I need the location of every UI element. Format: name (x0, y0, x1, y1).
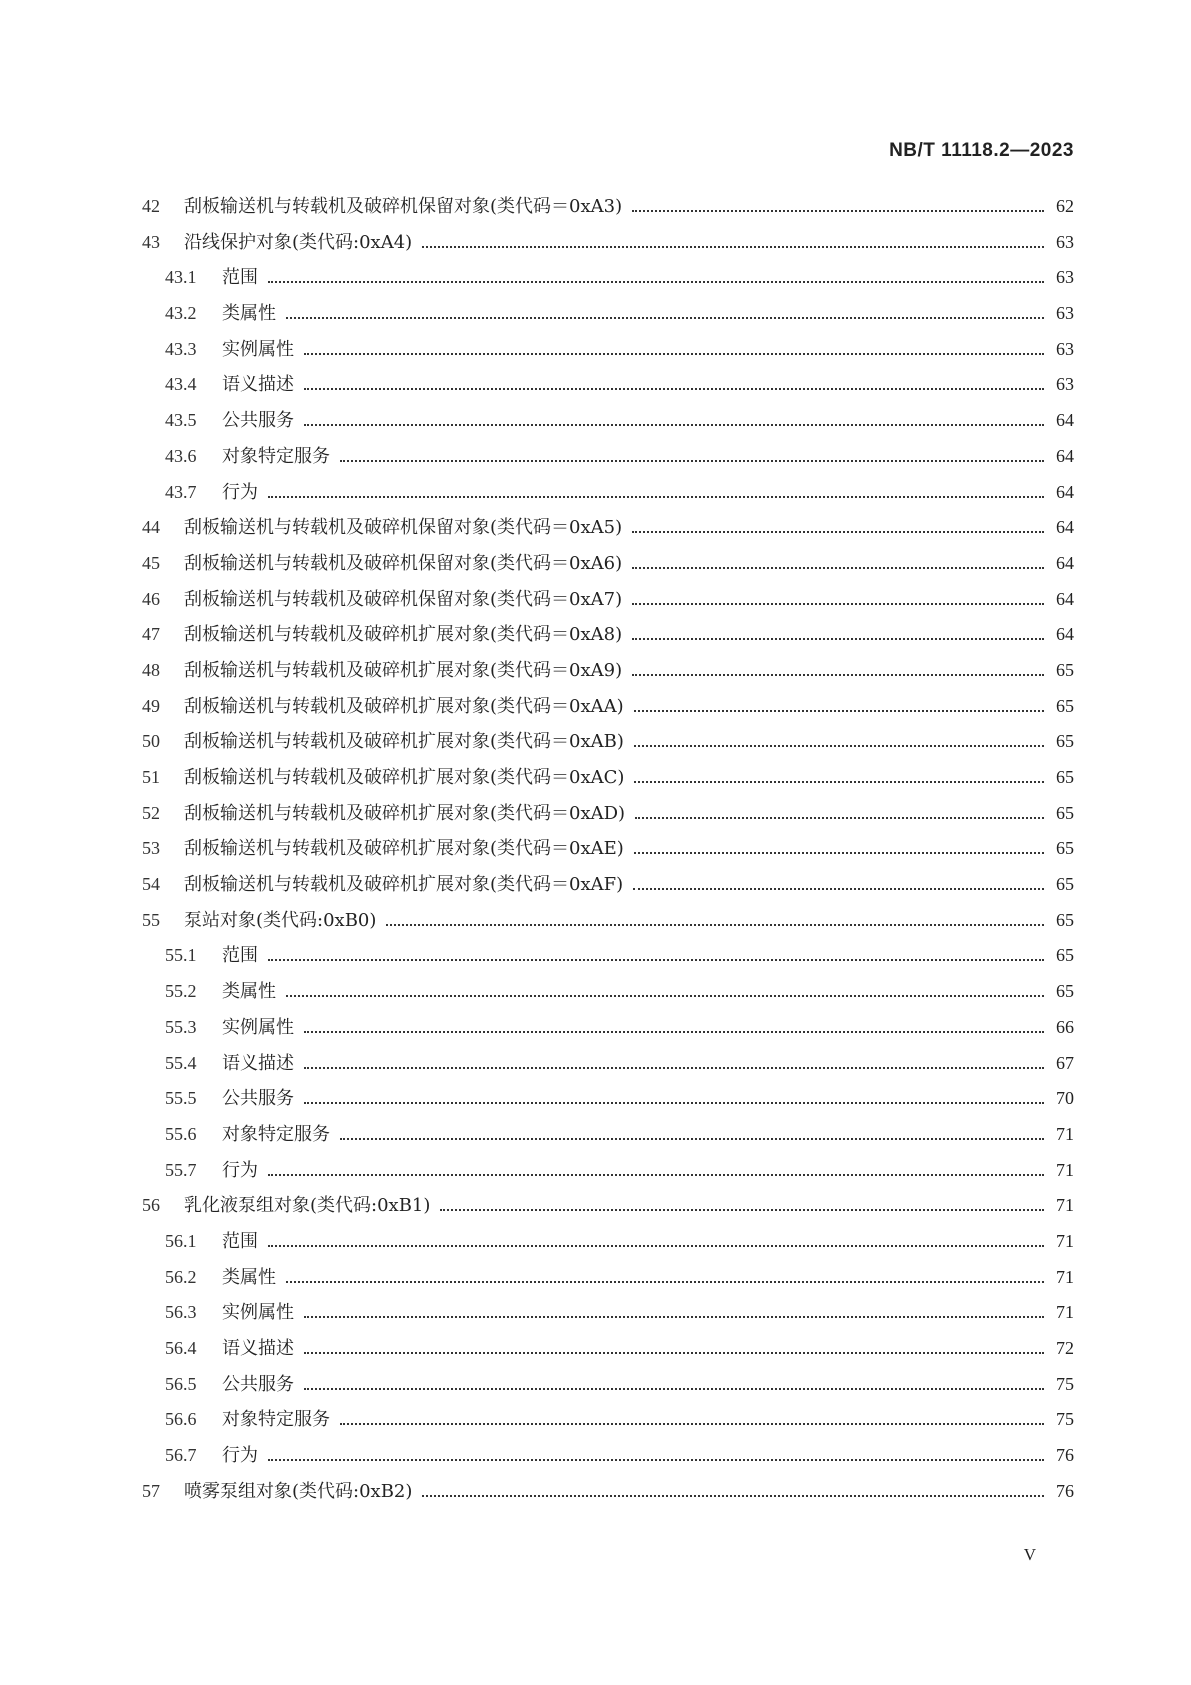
toc-entry[interactable] (142, 906, 1074, 942)
toc-entry[interactable] (142, 1191, 1074, 1227)
toc-entry-title: 喷雾泵组对象(类代码:0xB2) (184, 1480, 413, 1502)
toc-entry-page: 65 (1056, 802, 1074, 823)
toc-entry-page: 63 (1056, 231, 1074, 252)
toc-entry[interactable] (142, 228, 1074, 264)
toc-entry-number: 56.6 (165, 1409, 197, 1430)
toc-entry-number: 43.3 (165, 338, 197, 359)
toc-entry[interactable] (142, 1156, 1074, 1192)
toc-entry-page: 65 (1056, 659, 1074, 680)
toc-entry-number: 56.2 (165, 1266, 197, 1287)
toc-entry-title: 行为 (222, 1445, 258, 1467)
toc-entry[interactable] (142, 834, 1074, 870)
toc-entry-number: 57 (142, 1480, 160, 1501)
toc-entry-page: 71 (1056, 1266, 1074, 1287)
toc-entry-title: 对象特定服务 (222, 445, 330, 467)
toc-entry-number: 55 (142, 909, 160, 930)
toc-entry-page: 75 (1056, 1373, 1074, 1394)
toc-entry-title: 刮板输送机与转载机及破碎机扩展对象(类代码＝0xAB) (184, 731, 624, 753)
toc-entry-page: 76 (1056, 1445, 1074, 1466)
toc-entry-page: 63 (1056, 338, 1074, 359)
toc-entry-title: 范围 (222, 267, 258, 289)
toc-entry[interactable] (142, 513, 1074, 549)
toc-entry-title: 刮板输送机与转载机及破碎机扩展对象(类代码＝0xAE) (184, 838, 624, 860)
toc-entry-page: 64 (1056, 445, 1074, 466)
toc-entry-title: 范围 (222, 945, 258, 967)
toc-entry-number: 53 (142, 838, 160, 859)
toc-entry-page: 71 (1056, 1302, 1074, 1323)
dot-leader (304, 424, 1044, 426)
toc-entry-page: 65 (1056, 874, 1074, 895)
dot-leader (632, 603, 1044, 605)
toc-entry-title: 行为 (222, 481, 258, 503)
toc-entry[interactable] (142, 1370, 1074, 1406)
dot-leader (304, 1316, 1044, 1318)
toc-entry-page: 65 (1056, 695, 1074, 716)
toc-entry-number: 56 (142, 1195, 160, 1216)
toc-entry-title: 刮板输送机与转载机及破碎机扩展对象(类代码＝0xAA) (184, 695, 624, 717)
toc-entry-number: 54 (142, 874, 160, 895)
dot-leader (632, 638, 1044, 640)
toc-entry-number: 55.5 (165, 1088, 197, 1109)
toc-entry-title: 范围 (222, 1230, 258, 1252)
toc-entry-title: 实例属性 (222, 1302, 294, 1324)
toc-entry-page: 65 (1056, 909, 1074, 930)
toc-entry-number: 50 (142, 731, 160, 752)
toc-entry-title: 对象特定服务 (222, 1409, 330, 1431)
toc-entry-page: 65 (1056, 981, 1074, 1002)
toc-entry-title: 泵站对象(类代码:0xB0) (184, 909, 377, 931)
toc-entry-title: 实例属性 (222, 1016, 294, 1038)
toc-entry-page: 65 (1056, 838, 1074, 859)
toc-entry-page: 64 (1056, 410, 1074, 431)
dot-leader (286, 995, 1044, 997)
toc-entry-number: 56.4 (165, 1338, 197, 1358)
toc-entry-page: 70 (1056, 1088, 1074, 1109)
toc-entry-title: 实例属性 (222, 338, 294, 360)
dot-leader (268, 959, 1044, 961)
toc-entry-page: 65 (1056, 767, 1074, 787)
dot-leader (286, 1281, 1044, 1283)
toc-entry-number: 43.4 (165, 374, 197, 395)
toc-entry-number: 46 (142, 588, 160, 609)
toc-entry[interactable] (142, 1120, 1074, 1156)
dot-leader (268, 1174, 1044, 1176)
toc-entry-page: 63 (1056, 303, 1074, 324)
toc-entry-number: 48 (142, 659, 160, 680)
dot-leader (632, 210, 1044, 212)
toc-entry-title: 刮板输送机与转载机及破碎机保留对象(类代码＝0xA7) (184, 588, 623, 610)
toc-entry-page: 75 (1056, 1409, 1074, 1430)
standard-number-header: NB/T 11118.2—2023 (889, 140, 1074, 161)
toc-entry[interactable] (142, 692, 1074, 728)
toc-entry-page: 71 (1056, 1123, 1074, 1144)
toc-entry-page: 71 (1056, 1195, 1074, 1216)
toc-entry-number: 43.5 (165, 410, 197, 431)
toc-entry-title: 沿线保护对象(类代码:0xA4) (184, 231, 413, 253)
toc-entry[interactable] (142, 1298, 1074, 1334)
toc-entry-number: 55.7 (165, 1159, 197, 1180)
toc-entry-number: 42 (142, 196, 160, 216)
toc-entry-page: 62 (1056, 196, 1074, 216)
toc-entry-number: 56.7 (165, 1445, 197, 1466)
toc-entry-title: 刮板输送机与转载机及破碎机扩展对象(类代码＝0xAF) (184, 874, 624, 896)
toc-entry-title: 刮板输送机与转载机及破碎机保留对象(类代码＝0xA5) (184, 517, 623, 539)
toc-entry[interactable] (142, 406, 1074, 442)
toc-entry[interactable] (142, 656, 1074, 692)
toc-entry-number: 43 (142, 231, 160, 252)
dot-leader (304, 1067, 1044, 1069)
toc-entry[interactable] (142, 870, 1074, 906)
dot-leader (268, 1459, 1044, 1461)
toc-entry[interactable] (142, 370, 1074, 406)
toc-entry-number: 44 (142, 517, 160, 538)
toc-entry[interactable] (142, 1477, 1074, 1513)
dot-leader (286, 317, 1044, 319)
toc-entry-number: 56.5 (165, 1373, 197, 1394)
toc-entry-page: 71 (1056, 1159, 1074, 1180)
dot-leader (304, 1388, 1044, 1390)
toc-entry[interactable] (142, 799, 1074, 835)
toc-entry[interactable] (142, 442, 1074, 478)
dot-leader (634, 781, 1044, 783)
dot-leader (304, 353, 1044, 355)
toc-entry-page: 63 (1056, 374, 1074, 395)
toc-entry-page: 76 (1056, 1480, 1074, 1501)
dot-leader (422, 1495, 1044, 1497)
toc-entry-title: 刮板输送机与转载机及破碎机扩展对象(类代码＝0xAC) (184, 767, 625, 788)
toc-entry-number: 43.6 (165, 445, 197, 466)
page-number-footer: V (1023, 1545, 1036, 1564)
toc-entry[interactable] (142, 1013, 1074, 1049)
toc-entry-number: 55.6 (165, 1123, 197, 1144)
dot-leader (304, 1352, 1044, 1354)
toc-entry[interactable] (142, 299, 1074, 335)
toc-entry-number: 43.7 (165, 481, 197, 502)
toc-entry-title: 语义描述 (222, 1338, 294, 1359)
toc-entry-page: 65 (1056, 731, 1074, 752)
dot-leader (268, 281, 1044, 283)
toc-entry-title: 对象特定服务 (222, 1123, 330, 1145)
dot-leader (340, 1423, 1044, 1425)
toc-entry[interactable] (142, 549, 1074, 585)
toc-entry-number: 43.2 (165, 303, 197, 324)
toc-entry-title: 语义描述 (222, 1052, 294, 1074)
toc-entry[interactable] (142, 1227, 1074, 1263)
dot-leader (632, 674, 1044, 676)
dot-leader (632, 567, 1044, 569)
toc-entry-title: 类属性 (222, 1266, 276, 1288)
toc-entry-number: 43.1 (165, 267, 197, 288)
dot-leader (268, 1245, 1044, 1247)
toc-entry-page: 72 (1056, 1338, 1074, 1358)
toc-entry[interactable] (142, 763, 1074, 799)
toc-entry-page: 63 (1056, 267, 1074, 288)
toc-entry[interactable] (142, 1334, 1074, 1370)
toc-entry-number: 55.4 (165, 1052, 197, 1073)
toc-entry[interactable] (142, 1263, 1074, 1299)
toc-entry-page: 64 (1056, 517, 1074, 538)
toc-entry-number: 49 (142, 695, 160, 716)
dot-leader (632, 531, 1044, 533)
toc-entry-title: 刮板输送机与转载机及破碎机保留对象(类代码＝0xA6) (184, 552, 623, 574)
toc-entry-page: 71 (1056, 1230, 1074, 1251)
dot-leader (340, 1138, 1044, 1140)
toc-entry-number: 55.2 (165, 981, 197, 1002)
dot-leader (304, 1031, 1044, 1033)
toc-entry-page: 66 (1056, 1016, 1074, 1037)
toc-entry-page: 64 (1056, 552, 1074, 573)
toc-entry-page: 64 (1056, 481, 1074, 502)
toc-entry[interactable] (142, 263, 1074, 299)
toc-entry-title: 刮板输送机与转载机及破碎机扩展对象(类代码＝0xA8) (184, 624, 623, 646)
toc-entry-page: 64 (1056, 588, 1074, 609)
toc-entry-title: 刮板输送机与转载机及破碎机扩展对象(类代码＝0xAD) (184, 802, 626, 824)
toc-entry[interactable] (142, 478, 1074, 514)
toc-entry-number: 55.1 (165, 945, 197, 966)
toc-entry-number: 47 (142, 624, 160, 645)
toc-entry-title: 公共服务 (222, 1373, 294, 1395)
toc-entry[interactable] (142, 977, 1074, 1013)
toc-entry[interactable] (142, 335, 1074, 371)
toc-entry-number: 51 (142, 767, 160, 787)
dot-leader (633, 888, 1044, 890)
toc-entry-number: 56.3 (165, 1302, 197, 1323)
dot-leader (386, 924, 1044, 926)
dot-leader (634, 852, 1044, 854)
dot-leader (304, 1102, 1044, 1104)
toc-entry-number: 45 (142, 552, 160, 573)
toc-entry[interactable] (142, 585, 1074, 621)
toc-entry-title: 类属性 (222, 303, 276, 325)
toc-entry[interactable] (142, 727, 1074, 763)
dot-leader (268, 496, 1044, 498)
toc-entry-title: 类属性 (222, 981, 276, 1003)
toc-entry-title: 公共服务 (222, 410, 294, 432)
toc-entry-page: 67 (1056, 1052, 1074, 1073)
dot-leader (634, 710, 1044, 712)
dot-leader (340, 460, 1044, 462)
toc-entry-title: 公共服务 (222, 1088, 294, 1110)
toc-entry[interactable] (142, 941, 1074, 977)
dot-leader (440, 1209, 1044, 1211)
toc-entry-title: 行为 (222, 1159, 258, 1181)
dot-leader (422, 246, 1044, 248)
toc-entry-title: 刮板输送机与转载机及破碎机扩展对象(类代码＝0xA9) (184, 659, 623, 681)
toc-entry[interactable] (142, 192, 1074, 228)
toc-entry-number: 56.1 (165, 1230, 197, 1251)
toc-entry-page: 64 (1056, 624, 1074, 645)
dot-leader (634, 745, 1044, 747)
toc-entry-title: 乳化液泵组对象(类代码:0xB1) (184, 1195, 431, 1217)
toc-entry-title: 刮板输送机与转载机及破碎机保留对象(类代码＝0xA3) (184, 196, 623, 217)
toc-entry[interactable] (142, 620, 1074, 656)
toc-entry[interactable] (142, 1049, 1074, 1085)
toc-entry[interactable] (142, 1084, 1074, 1120)
toc-entry[interactable] (142, 1405, 1074, 1441)
toc-entry[interactable] (142, 1441, 1074, 1477)
dot-leader (635, 817, 1044, 819)
dot-leader (304, 388, 1044, 390)
toc-entry-title: 语义描述 (222, 374, 294, 396)
toc-entry-number: 52 (142, 802, 160, 823)
toc-entry-page: 65 (1056, 945, 1074, 966)
toc-entry-number: 55.3 (165, 1016, 197, 1037)
table-of-contents (142, 192, 1074, 1512)
